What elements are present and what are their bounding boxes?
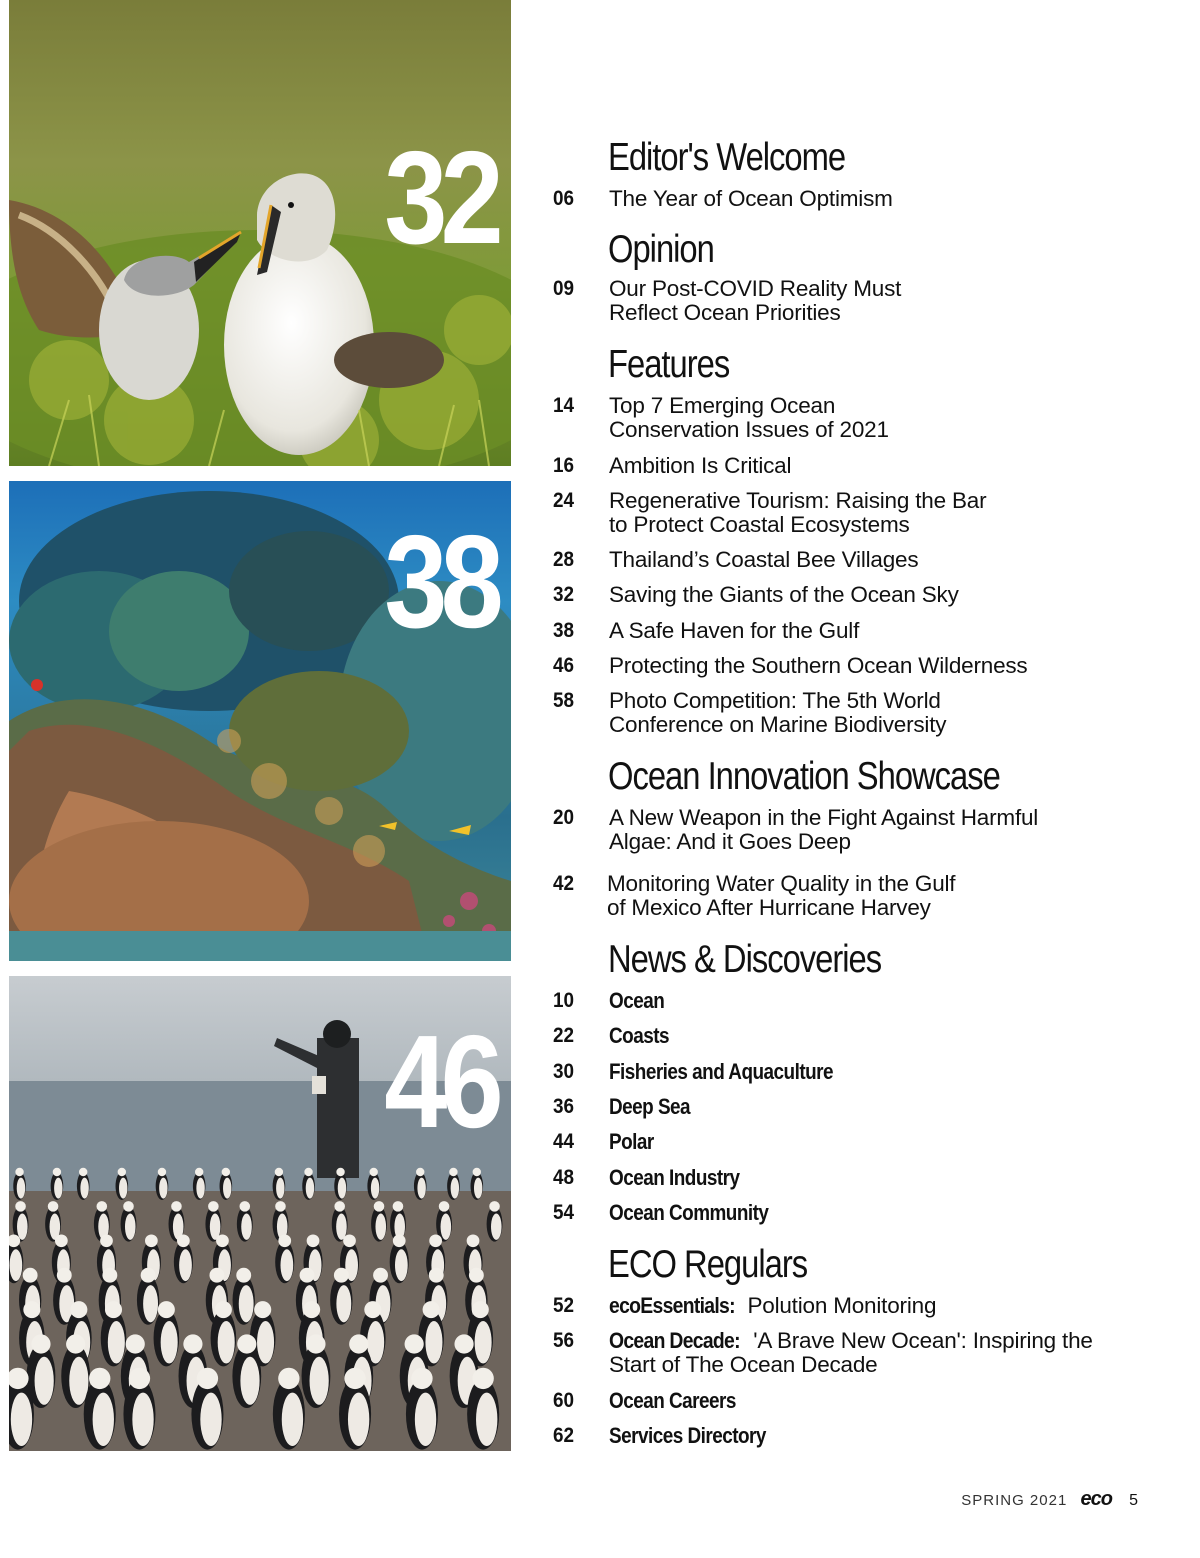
penguin-belly [276, 1178, 284, 1199]
penguin-head [97, 1201, 108, 1212]
penguin-head [222, 1168, 230, 1176]
penguin-head [141, 1268, 156, 1283]
penguin-belly [108, 1321, 125, 1364]
article-title: Thailand’s Coastal Bee Villages [609, 547, 919, 572]
article-title: Deep Sea [609, 1094, 691, 1119]
page-number: 28 [553, 548, 575, 571]
penguin-belly [132, 1393, 153, 1446]
penguin-belly [161, 1321, 178, 1364]
penguin-head [416, 1168, 424, 1176]
article-title: Ocean Community [609, 1200, 769, 1225]
penguin-head [55, 1234, 68, 1247]
eco-logo: eco [1080, 1488, 1112, 1510]
penguin-head [469, 1268, 484, 1283]
section-heading-opinion: Opinion [608, 228, 714, 271]
penguin-head [48, 1201, 59, 1212]
penguin-head [344, 1368, 365, 1389]
penguin-head [216, 1234, 229, 1247]
penguin-head [429, 1268, 444, 1283]
column-name: Ocean Decade: [609, 1328, 740, 1353]
penguin-belly [196, 1178, 204, 1199]
penguin-head [393, 1201, 404, 1212]
page-number: 38 [553, 619, 575, 642]
table-of-contents [553, 0, 1183, 1460]
feature-page-46-label: 46 [384, 1008, 497, 1155]
penguin-belly [17, 1178, 25, 1199]
penguin-belly [17, 1213, 28, 1239]
section-heading-innovation: Ocean Innovation Showcase [608, 755, 1000, 798]
article-title: Ocean [609, 988, 665, 1013]
penguin-belly [11, 1393, 32, 1446]
page-number: 60 [553, 1389, 575, 1412]
penguin-belly [476, 1393, 497, 1446]
penguin-head [473, 1168, 481, 1176]
penguin-head [239, 1201, 250, 1212]
section-heading-features: Features [608, 343, 730, 386]
penguin-head [129, 1368, 150, 1389]
penguin-head [411, 1368, 432, 1389]
penguin-head [278, 1234, 291, 1247]
article-title: Polar [609, 1129, 654, 1154]
page-number: 54 [553, 1201, 575, 1224]
penguin-belly [218, 1321, 235, 1364]
penguin-belly [475, 1321, 492, 1364]
penguin-belly [143, 1285, 158, 1322]
penguin-head [126, 1334, 145, 1353]
penguin-belly [282, 1393, 303, 1446]
penguin-belly [119, 1178, 127, 1199]
penguin-head [89, 1368, 110, 1389]
penguin-head [472, 1301, 489, 1318]
page-footer [961, 1488, 1138, 1511]
penguin-head [177, 1234, 190, 1247]
penguin-head [489, 1201, 500, 1212]
penguin-belly [306, 1178, 314, 1199]
penguin-head [183, 1334, 202, 1353]
penguin-belly [159, 1178, 167, 1199]
penguin-head [439, 1201, 450, 1212]
column-name: ecoEssentials: [609, 1293, 735, 1318]
penguin-belly [474, 1178, 482, 1199]
article-subtitle: 'A Brave New Ocean': Inspiring the [747, 1328, 1093, 1353]
penguin-head [195, 1168, 203, 1176]
article-title: Ocean Careers [609, 1388, 736, 1413]
penguin-belly [54, 1178, 62, 1199]
penguin-belly [241, 1213, 252, 1239]
penguin-head [374, 1201, 385, 1212]
penguin-head [334, 1201, 345, 1212]
article-title: Regenerative Tourism: Raising the Bar to Protect Coastal Ecosystems [609, 488, 987, 537]
penguin-belly [395, 1249, 408, 1281]
penguin-belly [441, 1213, 452, 1239]
article-title: Ocean Decade: 'A Brave New Ocean': Inspiring the Start of The Ocean Decade [609, 1328, 1093, 1377]
penguin-belly [239, 1285, 254, 1322]
penguin-head [23, 1268, 38, 1283]
article-title: Saving the Giants of the Ocean Sky [609, 582, 959, 607]
page-number: 30 [553, 1060, 575, 1083]
penguin-belly [348, 1393, 369, 1446]
page-number: 16 [553, 454, 575, 477]
penguin-belly [223, 1178, 231, 1199]
feature-page-32-label: 32 [384, 124, 497, 271]
penguin-head [373, 1268, 388, 1283]
page-number: 42 [553, 872, 575, 895]
page-number: 62 [553, 1424, 575, 1447]
penguin-colony-photo [9, 976, 511, 1451]
article-subtitle: Polution Monitoring [741, 1293, 937, 1318]
penguin-belly [371, 1178, 379, 1199]
page-number: 22 [553, 1024, 575, 1047]
penguin-belly [93, 1393, 114, 1446]
penguin-belly [451, 1178, 459, 1199]
penguin-belly [338, 1178, 346, 1199]
penguin-belly [336, 1213, 347, 1239]
penguin-head [209, 1268, 224, 1283]
penguin-head [236, 1268, 251, 1283]
page-number: 56 [553, 1329, 575, 1352]
penguin-head [197, 1368, 218, 1389]
penguin-belly [417, 1178, 425, 1199]
page-number: 48 [553, 1166, 575, 1189]
penguin-head [171, 1201, 182, 1212]
article-title: Top 7 Emerging Ocean Conservation Issues of 2021 [609, 393, 889, 442]
penguin-head [100, 1234, 113, 1247]
penguin-head [364, 1301, 381, 1318]
article-title [609, 1294, 1169, 1318]
penguin-belly [375, 1213, 386, 1239]
page-number: 36 [553, 1095, 575, 1118]
penguin-head [66, 1334, 85, 1353]
penguin-head [123, 1201, 134, 1212]
penguin-head [303, 1301, 320, 1318]
penguin-head [31, 1334, 50, 1353]
article-title: Services Directory [609, 1423, 766, 1448]
coral-reef-photo [9, 481, 511, 961]
penguin-head [158, 1168, 166, 1176]
page-number: 46 [553, 654, 575, 677]
penguin-head [449, 1168, 457, 1176]
penguin-head [208, 1201, 219, 1212]
penguin-head [300, 1268, 315, 1283]
penguin-head [15, 1201, 26, 1212]
penguin-belly [179, 1249, 192, 1281]
page-number: 06 [553, 187, 575, 210]
penguin-belly [491, 1213, 502, 1239]
penguin-head [467, 1234, 480, 1247]
penguin-head [393, 1234, 406, 1247]
page-number: 10 [553, 989, 575, 1012]
penguin-head [53, 1168, 61, 1176]
penguin-belly [336, 1285, 351, 1322]
penguin-head [275, 1168, 283, 1176]
section-heading-news: News & Discoveries [608, 938, 882, 981]
article-title: The Year of Ocean Optimism [609, 186, 893, 211]
penguin-head [158, 1301, 175, 1318]
penguin-belly [280, 1249, 293, 1281]
penguin-belly [80, 1178, 88, 1199]
page-number: 32 [553, 583, 575, 606]
article-title: Ocean Industry [609, 1165, 740, 1190]
penguin-head [118, 1168, 126, 1176]
page-number: 52 [553, 1294, 575, 1317]
penguin-belly [425, 1321, 442, 1364]
penguin-head [304, 1168, 312, 1176]
penguin-head [307, 1234, 320, 1247]
article-title: Fisheries and Aquaculture [609, 1059, 834, 1084]
article-title: Ambition Is Critical [609, 453, 792, 478]
penguin-head [423, 1301, 440, 1318]
penguin-belly [257, 1321, 274, 1364]
penguin-belly [35, 1357, 54, 1405]
article-title: A New Weapon in the Fight Against Harmful Algae: And it Goes Deep [609, 805, 1039, 854]
albatross-photo [9, 0, 511, 466]
penguin-head [429, 1234, 442, 1247]
penguin-head [369, 1168, 377, 1176]
penguin-belly [310, 1357, 329, 1405]
penguin-head [102, 1268, 117, 1283]
page-number-footer: 5 [1129, 1492, 1138, 1509]
page-number: 24 [553, 489, 575, 512]
penguin-head [105, 1301, 122, 1318]
penguin-belly [125, 1213, 136, 1239]
penguin-head [405, 1334, 424, 1353]
penguin-head [145, 1234, 158, 1247]
penguin-head [70, 1301, 87, 1318]
article-title: Coasts [609, 1023, 669, 1048]
feature-page-38-label: 38 [384, 508, 497, 655]
penguin-head [306, 1334, 325, 1353]
penguin-head [343, 1234, 356, 1247]
issue-label: SPRING 2021 [961, 1492, 1068, 1509]
penguin-head [275, 1201, 286, 1212]
page-number: 44 [553, 1130, 575, 1153]
penguin-head [254, 1301, 271, 1318]
penguin-head [349, 1334, 368, 1353]
article-title: Photo Competition: The 5th World Conference on Marine Biodiversity [609, 688, 947, 737]
penguin-belly [240, 1357, 259, 1405]
page-number: 58 [553, 689, 575, 712]
penguin-head [15, 1168, 23, 1176]
page-number: 14 [553, 394, 575, 417]
penguin-head [472, 1368, 493, 1389]
article-title: Monitoring Water Quality in the Gulf of Mexico After Hurricane Harvey [607, 871, 956, 920]
penguin-head [237, 1334, 256, 1353]
section-heading-regulars: ECO Regulars [608, 1243, 808, 1286]
penguin-belly [10, 1249, 23, 1281]
penguin-head [334, 1268, 349, 1283]
penguin-head [278, 1368, 299, 1389]
article-title: A Safe Haven for the Gulf [609, 618, 860, 643]
penguin-head [454, 1334, 473, 1353]
page-number: 20 [553, 806, 575, 829]
penguin-head [336, 1168, 344, 1176]
page-number: 09 [553, 277, 575, 300]
penguin-head [57, 1268, 72, 1283]
penguin-belly [415, 1393, 436, 1446]
article-title: Protecting the Southern Ocean Wilderness [609, 653, 1028, 678]
penguin-head [79, 1168, 87, 1176]
penguin-head [215, 1301, 232, 1318]
penguin-belly [200, 1393, 221, 1446]
article-title: Our Post-COVID Reality Must Reflect Ocean Priorities [609, 276, 902, 325]
section-heading-editors-welcome: Editor's Welcome [608, 136, 846, 179]
penguin-head [23, 1301, 40, 1318]
